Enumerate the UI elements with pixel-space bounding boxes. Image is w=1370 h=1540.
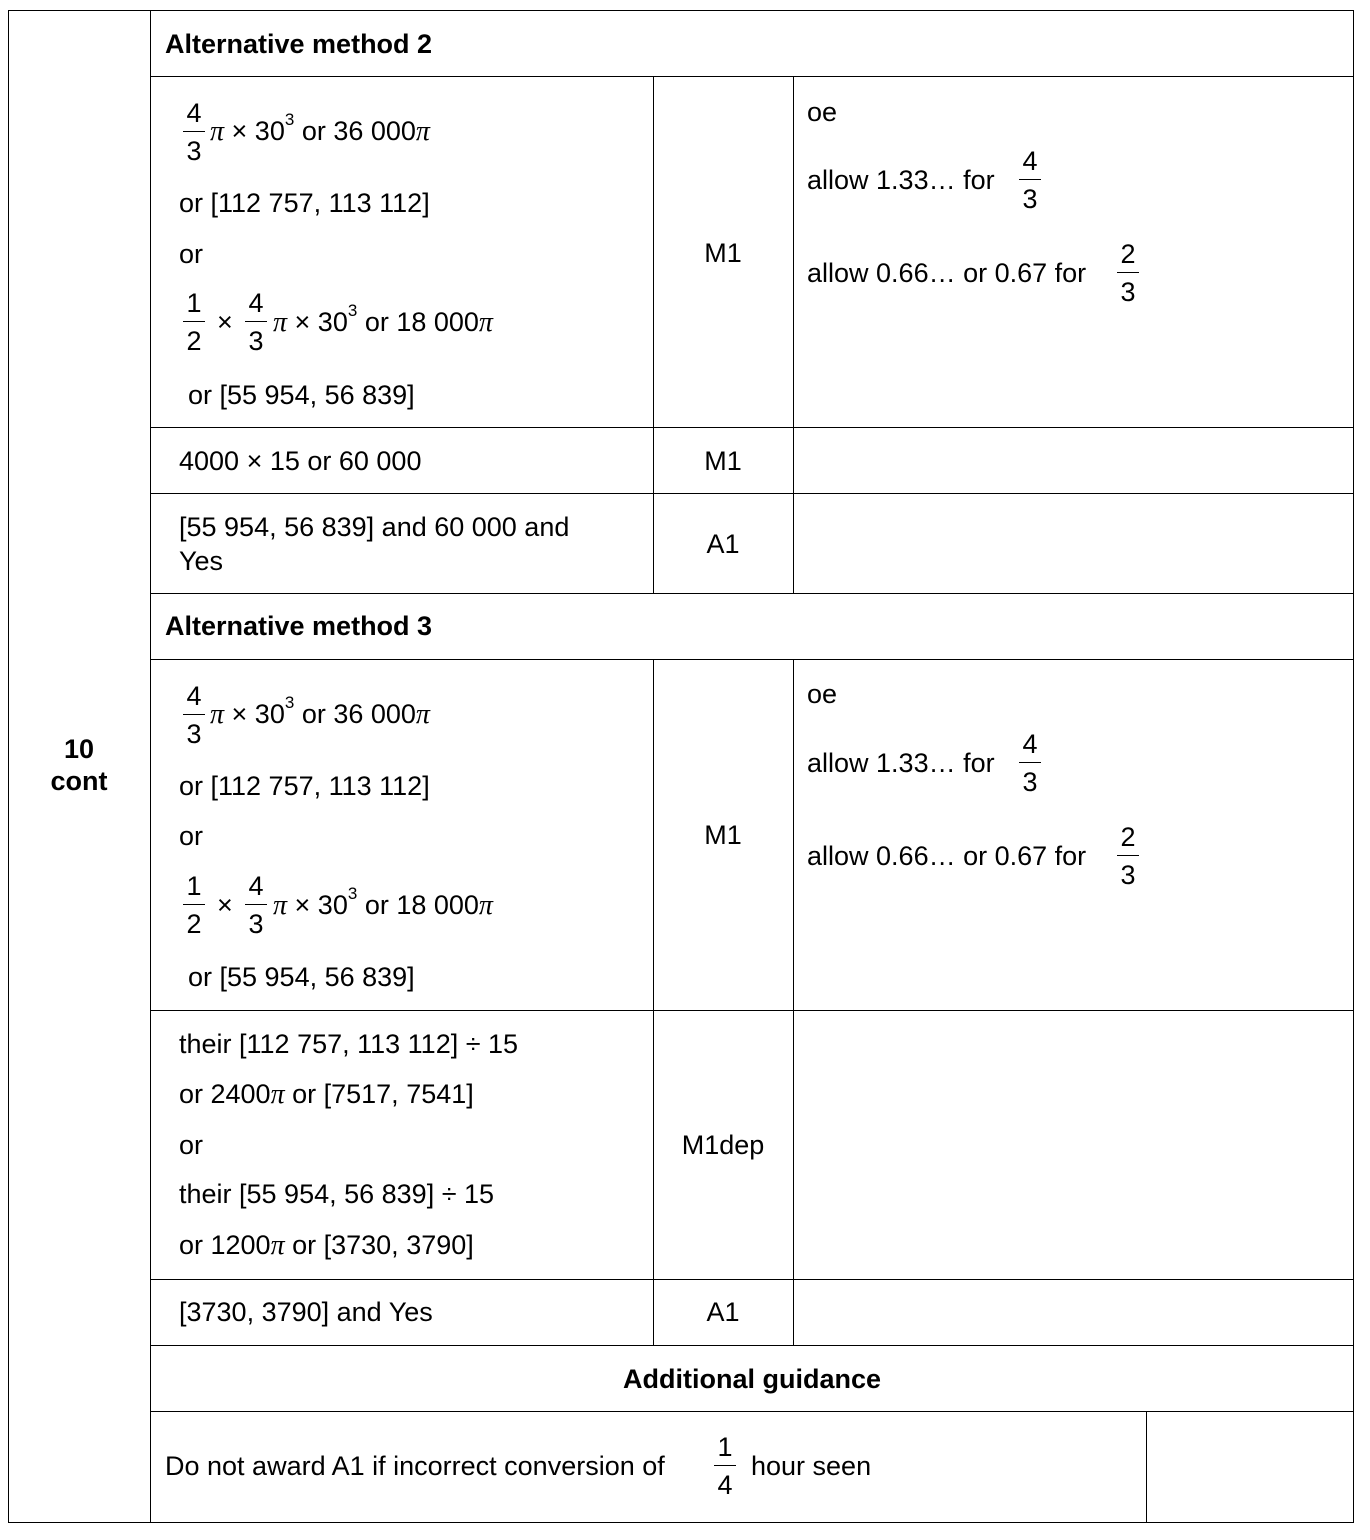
fraction: 1 2	[183, 288, 205, 356]
fraction: 4 3	[183, 98, 205, 166]
fraction: 2 3	[1117, 822, 1139, 890]
fraction: 4 3	[183, 681, 205, 749]
additional-guidance-heading: Additional guidance	[622, 1364, 881, 1394]
times-sign: ×	[217, 307, 233, 337]
working-line: $\pi \times 30^3$ or 36 000π	[210, 110, 430, 147]
working-line: or [55 954, 56 839]	[188, 962, 415, 992]
working-line: $\pi \times 30^3$ or 18 000π	[273, 884, 493, 921]
working-line: or [112 757, 113 112]	[179, 188, 430, 218]
mark-cell: M1	[704, 446, 742, 476]
working-line: [3730, 3790] and Yes	[179, 1297, 433, 1327]
mark-cell: M1	[704, 820, 742, 850]
working-line: or	[179, 239, 204, 269]
question-cont-label: cont	[50, 766, 108, 796]
question-number	[8, 733, 150, 797]
fraction: 4 3	[1019, 729, 1041, 797]
mark-cell: A1	[706, 529, 740, 559]
method-heading: Alternative method 2	[165, 29, 433, 59]
fraction: 4 3	[245, 288, 267, 356]
times-sign: ×	[217, 890, 233, 920]
fraction: 4 3	[245, 871, 267, 939]
working-line: $\pi \times 30^3$ or 36 000π	[210, 693, 430, 730]
mark-cell: M1dep	[681, 1130, 765, 1160]
guidance-text: Do not award A1 if incorrect conversion of	[165, 1451, 665, 1481]
fraction: 1 4	[714, 1432, 736, 1500]
fraction: 4 3	[1019, 146, 1041, 214]
working-line: [55 954, 56 839] and 60 000 and	[179, 512, 570, 542]
working-line: or [55 954, 56 839]	[188, 380, 415, 410]
guidance-text: hour seen	[751, 1451, 872, 1481]
mark-cell: M1	[704, 238, 742, 268]
fraction: 2 3	[1117, 239, 1139, 307]
question-number-value: 10	[63, 734, 95, 764]
working-line: 4000 × 15 or 60 000	[179, 446, 422, 476]
fraction: 1 2	[183, 871, 205, 939]
working-line: $\pi \times 30^3$ or 18 000π	[273, 301, 493, 338]
method-heading: Alternative method 3	[165, 611, 433, 641]
working-line: or [112 757, 113 112]	[179, 771, 430, 801]
mark-cell: A1	[706, 1297, 740, 1327]
working-line: or	[179, 821, 204, 851]
working-line: Yes	[179, 546, 224, 576]
